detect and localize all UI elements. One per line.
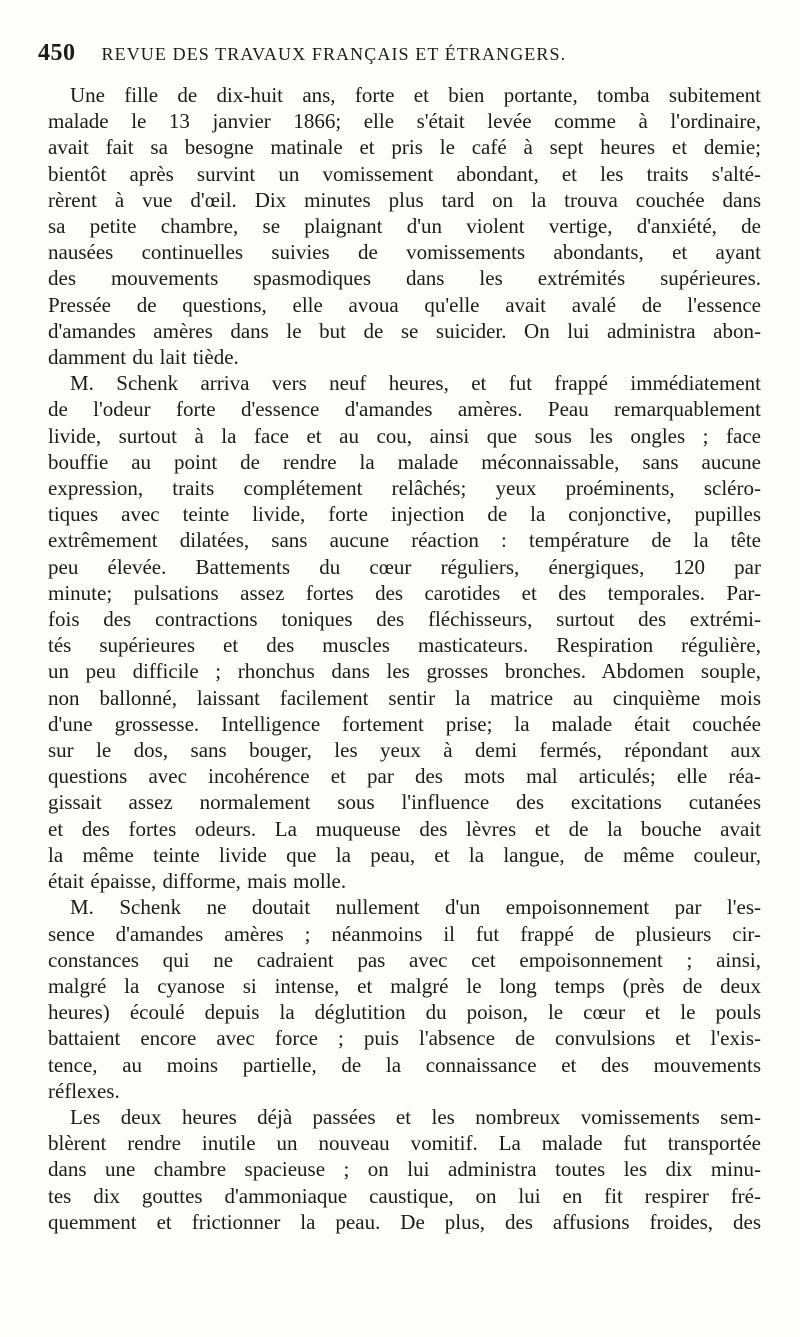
running-head: REVUE DES TRAVAUX FRANÇAIS ET ÉTRANGERS. [101,44,567,64]
text-line: tiques avec teinte livide, forte injection de la conjonctive, pupilles [48,502,761,527]
text-line: Les deux heures déjà passées et les nombreux vomissements sem- [70,1104,761,1129]
text-line: damment du lait tiède. [48,345,239,370]
text-line: sur le dos, sans bouger, les yeux à demi fermés, répondant aux [48,738,761,763]
text-line: Une fille de dix-huit ans, forte et bien portante, tomba subitement [70,83,761,107]
text-line: et des fortes odeurs. La muqueuse des lèvres et de la bouche avait [48,816,761,841]
text-line: bouffie au point de rendre la malade méconnaissable, sans aucune [48,449,761,474]
paragraph-4 [48,1104,761,1235]
text-line: sa petite chambre, se plaignant d'un violent vertige, d'anxiété, de [48,214,761,239]
paragraph-3 [48,894,761,1104]
text-line: la même teinte livide que la peau, et la langue, de même couleur, [48,842,761,867]
text-line: sence d'amandes amères ; néanmoins il fut frappé de plusieurs cir- [48,921,761,946]
text-line: peu élevée. Battements du cœur réguliers, énergiques, 120 par [48,554,761,579]
text-line: heures) écoulé depuis la déglutition du poison, le cœur et le pouls [48,1000,761,1025]
text-line: livide, surtout à la face et au cou, ainsi que sous les ongles ; face [48,423,761,448]
text-line: avait fait sa besogne matinale et pris le café à sept heures et demie; [48,135,761,160]
text-line: d'une grossesse. Intelligence fortement prise; la malade était couchée [48,711,761,736]
text-line: un peu difficile ; rhonchus dans les grosses bronches. Abdomen souple, [48,659,761,684]
text-line: malade le 13 janvier 1866; elle s'était levée comme à l'ordinaire, [48,109,761,134]
body-text [48,82,761,1235]
paragraph-1 [48,82,761,370]
text-line: battaient encore avec force ; puis l'absence de convulsions et l'exis- [48,1026,761,1051]
text-line: questions avec incohérence et par des mots mal articulés; elle réa- [48,764,761,789]
text-line: tence, au moins partielle, de la connaissance et des mouvements [48,1052,761,1077]
page-header [38,40,762,72]
text-line: blèrent rendre inutile un nouveau vomitif. La malade fut transportée [48,1131,761,1156]
text-line: malgré la cyanose si intense, et malgré le long temps (près de deux [48,973,761,998]
text-line: de l'odeur forte d'essence d'amandes amères. Peau remarquablement [48,397,761,422]
text-line: quemment et frictionner la peau. De plus, des affusions froides, des [48,1209,761,1234]
text-line: fois des contractions toniques des fléchisseurs, surtout des extrémi- [48,607,761,632]
text-line: tés supérieures et des muscles masticateurs. Respiration régulière, [48,633,761,658]
text-line: constances qui ne cadraient pas avec cet empoisonnement ; ainsi, [48,947,761,972]
text-line: M. Schenk arriva vers neuf heures, et fut frappé immédiatement [70,371,761,396]
text-line: expression, traits complétement relâchés; yeux proéminents, scléro- [48,476,761,501]
text-line: nausées continuelles suivies de vomissements abondants, et ayant [48,240,761,265]
text-line: bientôt après survint un vomissement abondant, et les traits s'alté- [48,161,761,186]
text-line: M. Schenk ne doutait nullement d'un empoisonnement par l'es- [70,895,761,920]
text-line: gissait assez normalement sous l'influence des excitations cutanées [48,790,761,815]
text-line: dans une chambre spacieuse ; on lui administra toutes les dix minu- [48,1157,761,1182]
text-line: était épaisse, difforme, mais molle. [48,869,347,894]
text-line: des mouvements spasmodiques dans les extrémités supérieures. [48,266,761,291]
text-line: non ballonné, laissant facilement sentir la matrice au cinquième mois [48,685,761,710]
text-line: tes dix gouttes d'ammoniaque caustique, on lui en fit respirer fré- [48,1183,761,1208]
paragraph-2 [48,370,761,894]
text-line: Pressée de questions, elle avoua qu'elle avait avalé de l'essence [48,292,761,317]
text-line: réflexes. [48,1078,120,1103]
text-line: minute; pulsations assez fortes des carotides et des temporales. Par- [48,580,761,605]
page-number: 450 [38,40,76,66]
text-line: extrêmement dilatées, sans aucune réaction : température de la tête [48,528,761,553]
text-line: rèrent à vue d'œil. Dix minutes plus tard on la trouva couchée dans [48,187,761,212]
text-line: d'amandes amères dans le but de se suicider. On lui administra abon- [48,318,761,343]
